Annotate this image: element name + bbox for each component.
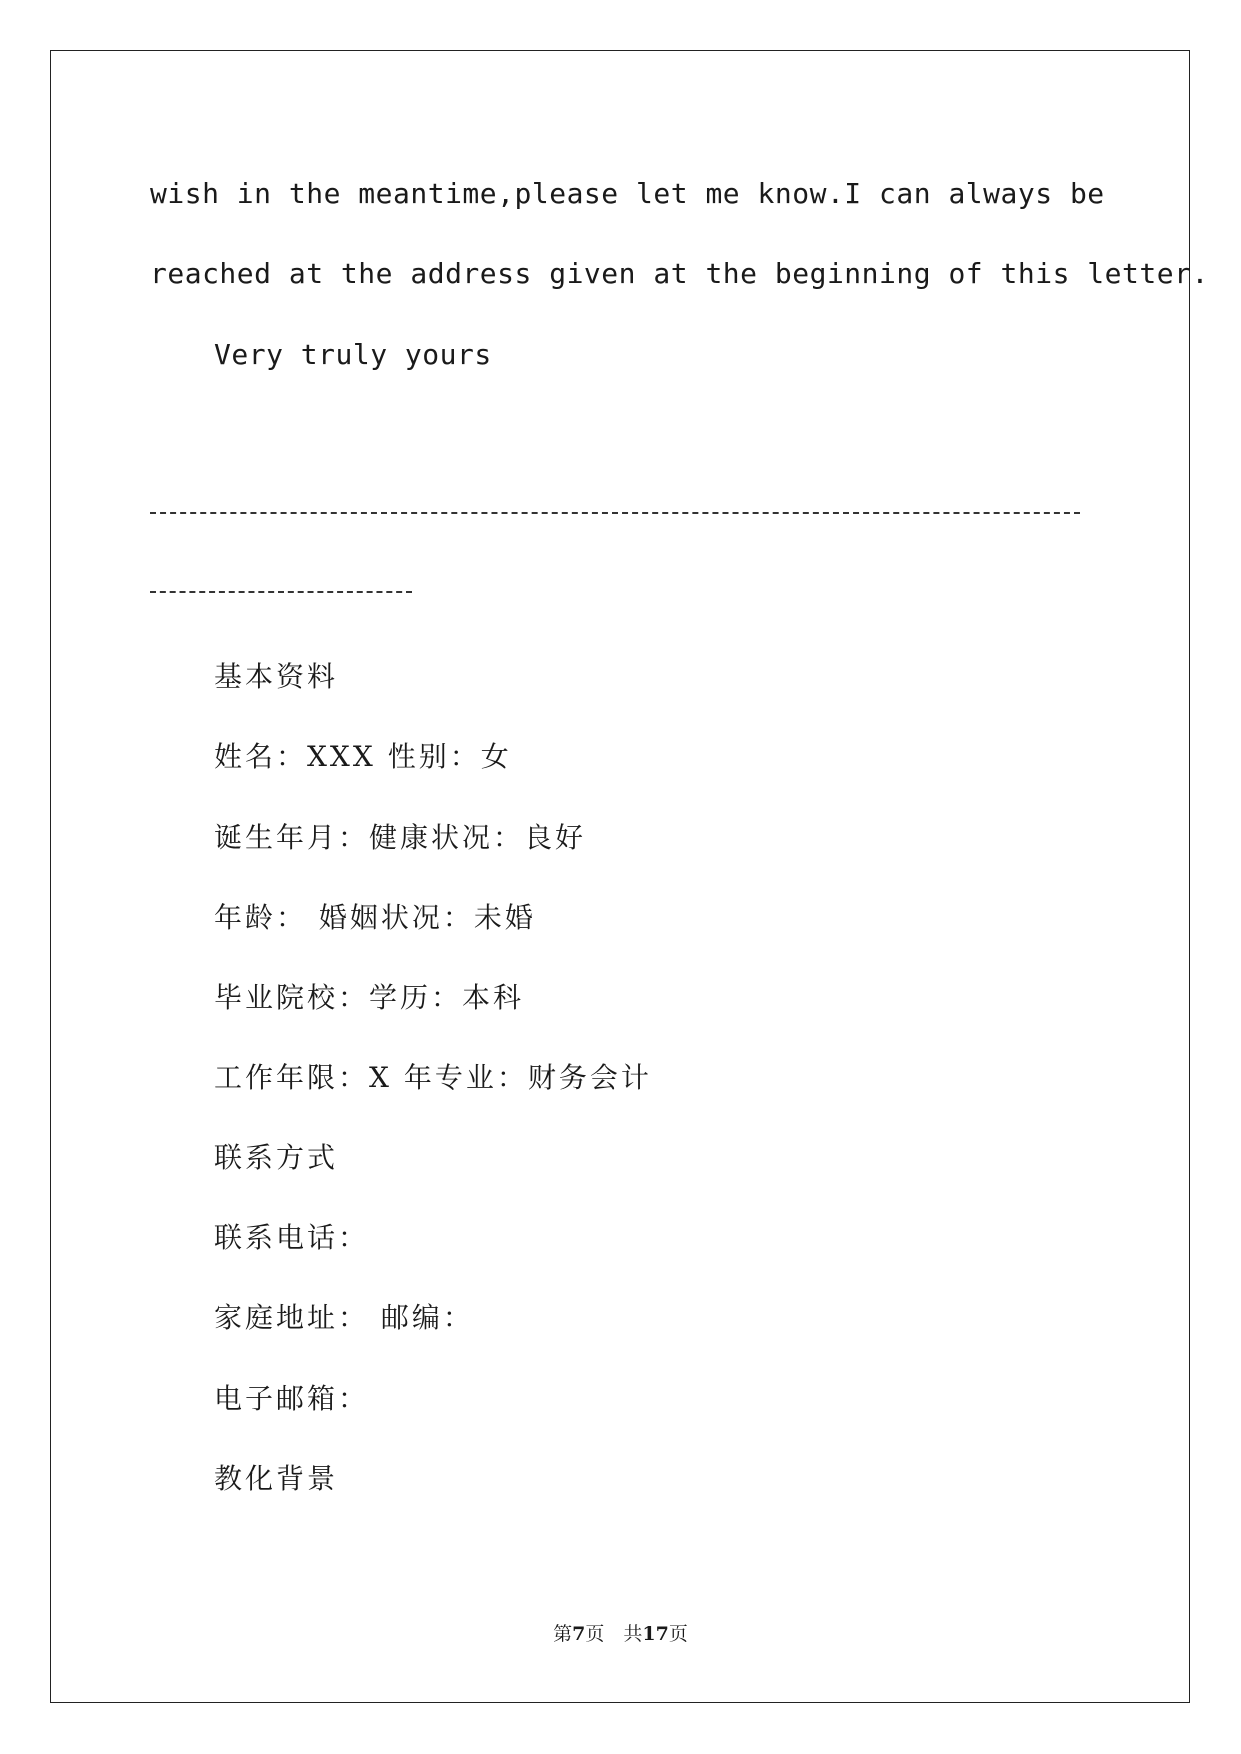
section-education: 教化背景 (214, 1462, 339, 1495)
letter-closing: Very truly yours (214, 338, 492, 371)
page-number-footer (0, 1622, 1241, 1646)
footer-current-page: 7 (572, 1623, 586, 1645)
letter-line-1: wish in the meantime,please let me know.I can always be (150, 177, 1105, 210)
footer-mid: 页 共 (585, 1623, 643, 1645)
letter-line-2: reached at the address given at the beginning of this letter. (150, 257, 1209, 290)
row-age-marital: 年龄： 婚姻状况：未婚 (214, 901, 536, 934)
row-work-major: 工作年限：X 年专业：财务会计 (214, 1061, 652, 1094)
separator-line-long (150, 512, 1080, 514)
row-name-gender: 姓名：XXX 性别：女 (214, 740, 512, 773)
row-birth-health: 诞生年月：健康状况：良好 (214, 821, 587, 854)
footer-suffix: 页 (668, 1623, 688, 1645)
page-border (50, 50, 1190, 1703)
row-phone: 联系电话： (214, 1221, 370, 1254)
separator-line-short (150, 591, 412, 593)
row-school-degree: 毕业院校：学历：本科 (214, 981, 525, 1014)
footer-prefix: 第 (553, 1623, 573, 1645)
footer-total-pages: 17 (642, 1623, 669, 1645)
section-basic-info: 基本资料 (214, 660, 339, 693)
row-email: 电子邮箱： (214, 1382, 370, 1415)
row-address-postcode: 家庭地址： 邮编： (214, 1301, 474, 1334)
section-contact: 联系方式 (214, 1141, 339, 1174)
